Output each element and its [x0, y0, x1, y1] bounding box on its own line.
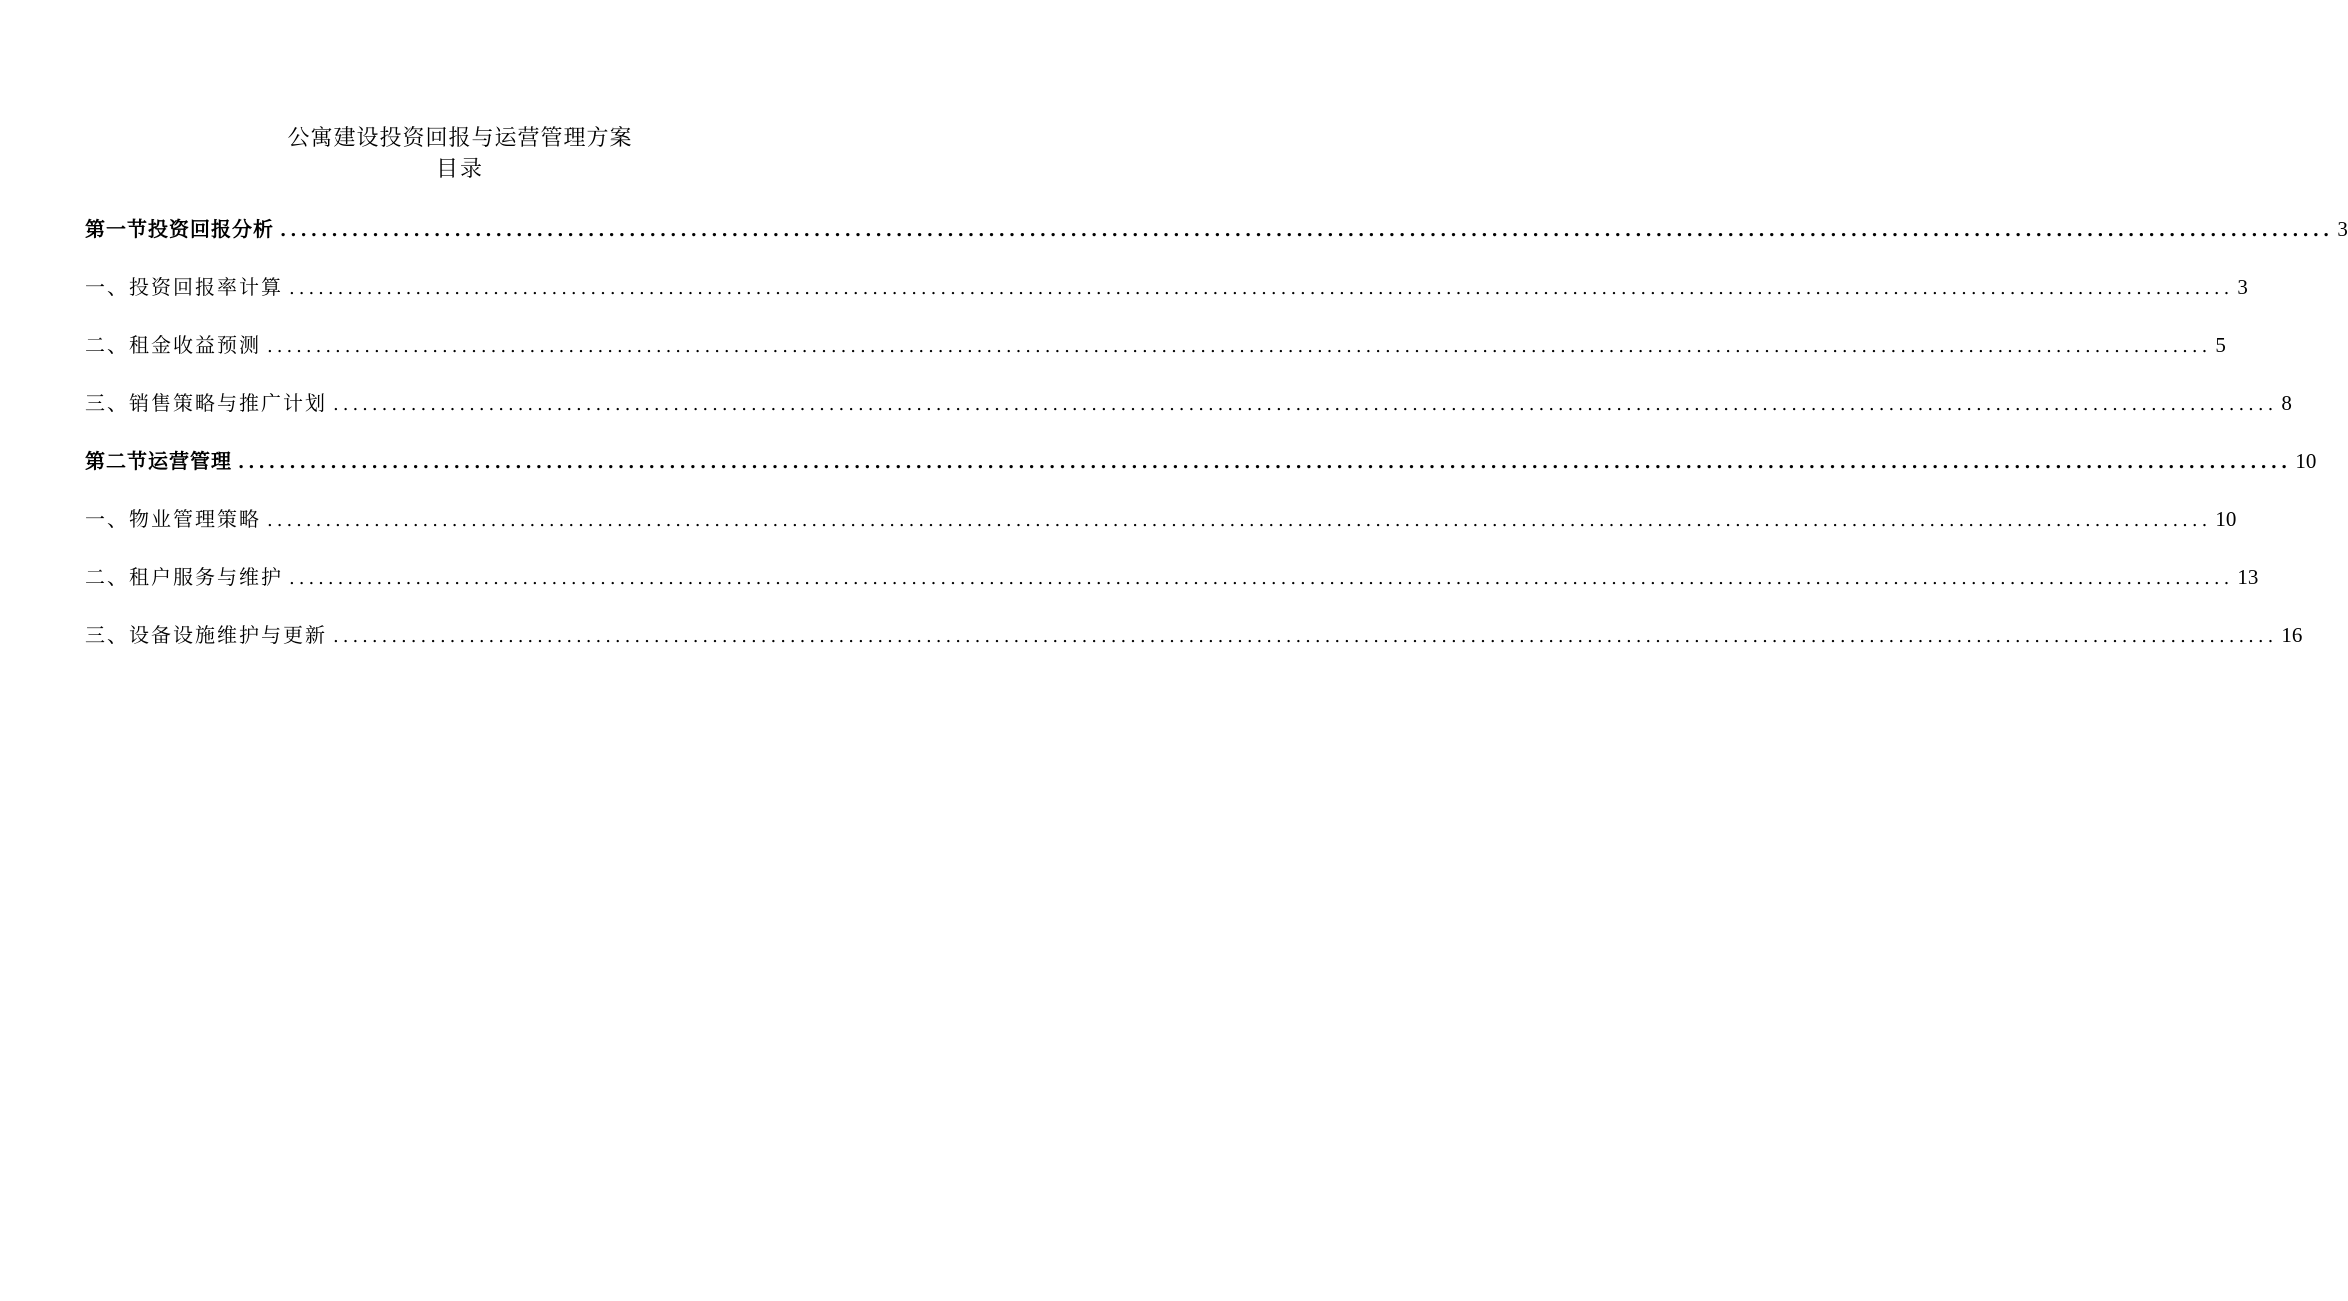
toc-entry-label: 第二节运营管理 — [85, 449, 232, 473]
toc-page-number: 16 — [2281, 623, 2303, 647]
toc-entry-property-management[interactable] — [85, 502, 2237, 560]
toc-entry-tenant-service[interactable] — [85, 560, 2259, 618]
table-of-contents — [85, 212, 2348, 676]
toc-entry-sales-strategy[interactable] — [85, 386, 2292, 444]
toc-entry-label: 三、销售策略与推广计划 — [85, 391, 327, 415]
toc-dot-leader: ........................................................................................................................................................................................................ — [280, 220, 2334, 241]
toc-entry-rent-forecast[interactable] — [85, 328, 2226, 386]
toc-dot-leader: ........................................................................................................................................................................................................ — [267, 510, 2212, 531]
toc-entry-equipment-maintenance[interactable] — [85, 618, 2303, 676]
toc-dot-leader: ........................................................................................................................................................................................................ — [267, 336, 2212, 357]
toc-entry-label: 二、租户服务与维护 — [85, 565, 283, 589]
toc-dot-leader: ........................................................................................................................................................................................................ — [289, 278, 2234, 299]
toc-dot-leader: ........................................................................................................................................................................................................ — [238, 452, 2292, 473]
toc-entry-label: 一、物业管理策略 — [85, 507, 261, 531]
toc-entry-label: 二、租金收益预测 — [85, 333, 261, 357]
toc-entry-section-2[interactable] — [85, 444, 2317, 502]
toc-page-number: 3 — [2237, 275, 2248, 299]
toc-entry-label: 一、投资回报率计算 — [85, 275, 283, 299]
toc-page-number: 10 — [2295, 449, 2317, 473]
toc-page-number: 13 — [2237, 565, 2259, 589]
toc-dot-leader: ........................................................................................................................................................................................................ — [333, 626, 2278, 647]
toc-dot-leader: ........................................................................................................................................................................................................ — [289, 568, 2234, 589]
toc-entry-label: 第一节投资回报分析 — [85, 217, 274, 241]
toc-page-number: 3 — [2337, 217, 2348, 241]
toc-entry-section-1[interactable] — [85, 212, 2348, 270]
document-title: 公寓建设投资回报与运营管理方案 — [287, 126, 633, 151]
toc-dot-leader: ........................................................................................................................................................................................................ — [333, 394, 2278, 415]
toc-heading: 目录 — [435, 157, 484, 182]
toc-page-number: 5 — [2215, 333, 2226, 357]
toc-entry-roi-calculation[interactable] — [85, 270, 2248, 328]
toc-page-number: 10 — [2215, 507, 2237, 531]
toc-entry-label: 三、设备设施维护与更新 — [85, 623, 327, 647]
toc-page-number: 8 — [2281, 391, 2292, 415]
